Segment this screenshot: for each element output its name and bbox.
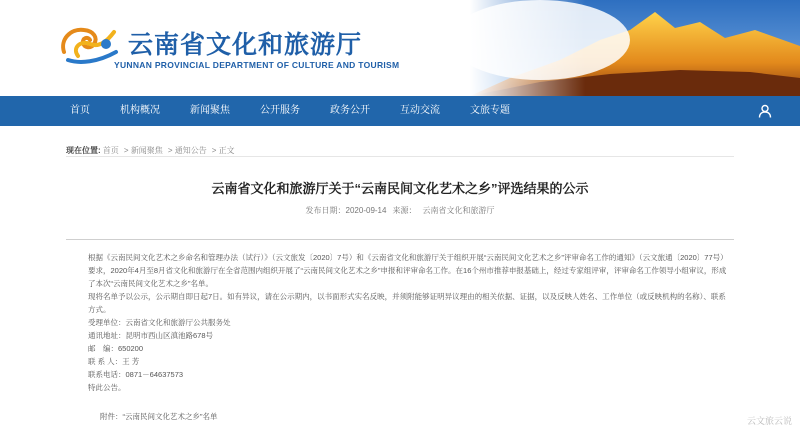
user-icon[interactable]	[758, 104, 772, 118]
closing-statement: 特此公告。	[88, 383, 126, 392]
nav-item-interaction[interactable]: 互动交流	[400, 105, 440, 116]
province-logo-icon	[58, 22, 120, 66]
site-title: 云南省文化和旅游厅	[128, 31, 363, 59]
site-header	[0, 0, 800, 96]
nav-item-home[interactable]: 首页	[70, 105, 90, 116]
breadcrumb-label: 现在位置:	[66, 146, 101, 155]
breadcrumb-item-home[interactable]: 首页	[102, 146, 119, 155]
watermark: 云文旅云说	[746, 416, 792, 426]
contact-postcode: 邮 编：650200	[88, 344, 144, 353]
mountain-banner-image	[470, 0, 800, 96]
nav-item-public-service[interactable]: 公开服务	[260, 105, 300, 116]
contact-person: 联 系 人：王 芳	[88, 357, 140, 366]
article-body	[88, 251, 728, 394]
main-nav	[0, 96, 800, 126]
breadcrumb-item-notices[interactable]: 通知公告	[174, 146, 207, 155]
nav-item-government-affairs[interactable]: 政务公开	[330, 105, 370, 116]
nav-item-organization[interactable]: 机构概况	[120, 105, 160, 116]
breadcrumb-item-current: 正文	[218, 146, 235, 155]
source-name: 云南省文化和旅游厅	[422, 206, 495, 215]
publish-date: 发布日期：2020-09-14	[305, 206, 387, 215]
article-meta	[0, 205, 800, 216]
contact-address: 通讯地址：昆明市西山区滇池路678号	[88, 331, 214, 340]
article-title: 云南省文化和旅游厅关于“云南民间文化艺术之乡”评选结果的公示	[211, 181, 589, 196]
source-label: 来源：	[392, 206, 417, 215]
paragraph-notice: 现将名单予以公示，公示期自即日起7日。如有异议，请在公示期内，以书面形式实名反映，并须附能够证明异议理由的相关依据、证据，以及反映人姓名、工作单位（或反映机构的名称）、联系方式。	[88, 292, 726, 314]
contact-phone: 联系电话：0871－64637573	[88, 370, 184, 379]
contact-unit: 受理单位：云南省文化和旅游厅公共服务处	[88, 318, 231, 327]
attachment-link[interactable]: 附件：“云南民间文化艺术之乡”名单	[100, 412, 218, 421]
paragraph-intro: 根据《云南民间文化艺术之乡命名和管理办法（试行）》（云文旅发〔2020〕7号）和《云南省文化和旅游厅关于组织开展“云南民间文化艺术之乡”评审命名工作的通知》（云文旅通〔2020〕77号）要求，2020年4月至8月省文化和旅游厅在全省范围内组织开展了“云南民间文化艺术之乡”申报和评审命名工作。在16个州市推荐申报基础上，经过专家组评审，评审命名工作领导小组审议，形成了本次“云南民间文化艺术之乡”名单。	[88, 253, 728, 288]
divider	[66, 239, 734, 240]
site-subtitle: YUNNAN PROVINCIAL DEPARTMENT OF CULTURE AND TOURISM	[114, 60, 400, 70]
breadcrumb-item-news[interactable]: 新闻聚焦	[130, 146, 163, 155]
breadcrumb: 现在位置: 首页 > 新闻聚焦 > 通知公告 > 正文	[66, 145, 734, 157]
nav-item-news[interactable]: 新闻聚焦	[190, 105, 230, 116]
nav-item-topics[interactable]: 文旅专题	[470, 105, 510, 116]
